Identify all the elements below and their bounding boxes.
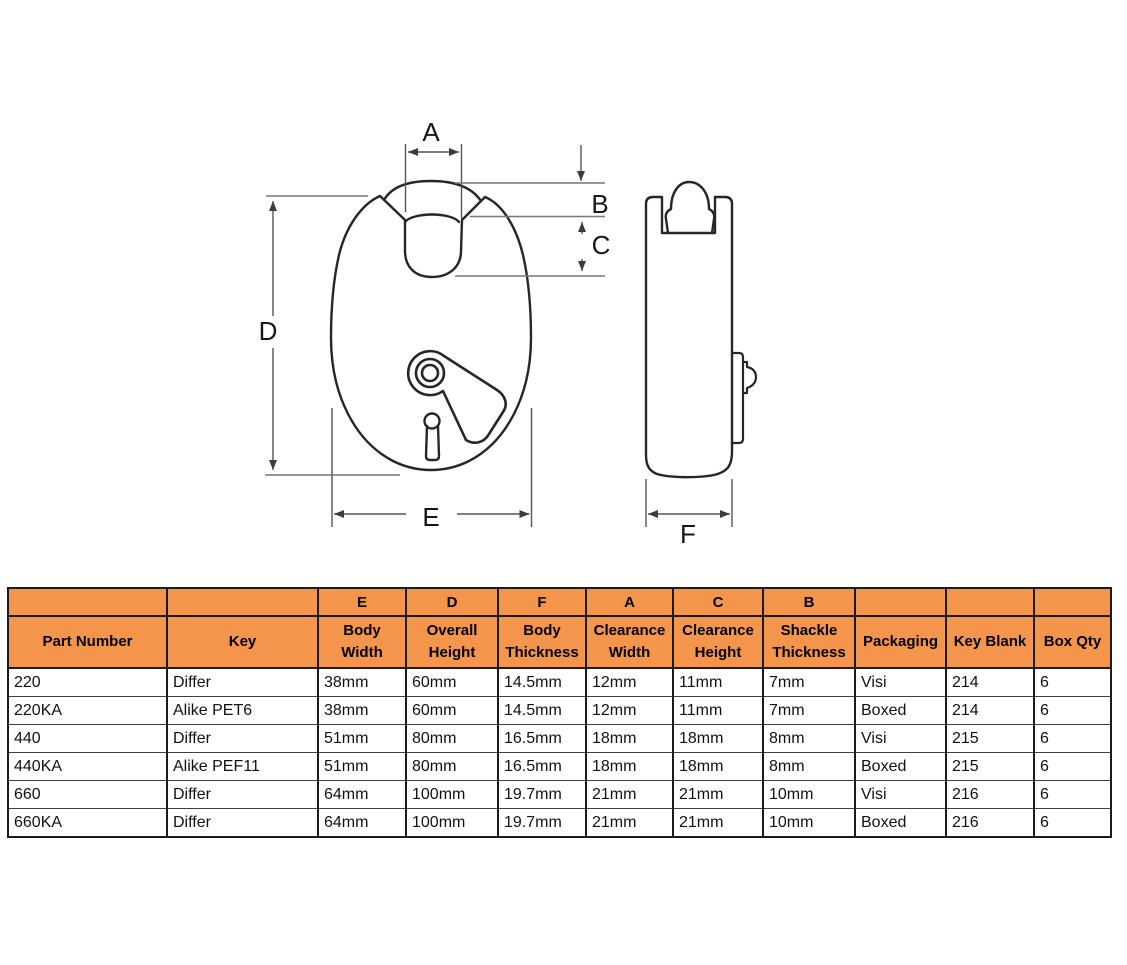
header-cell: Key Blank [946,616,1034,668]
spec-table [7,587,1112,838]
data-cell: Differ [167,809,318,838]
data-cell: 19.7mm [498,781,586,809]
data-cell: Differ [167,781,318,809]
data-cell: 100mm [406,809,498,838]
cover-pivot-outer-ring [416,359,444,387]
data-cell: 440 [8,725,167,753]
header-cell: Body Thickness [498,616,586,668]
letter-cell: A [586,588,673,616]
data-cell: 215 [946,725,1034,753]
data-cell: 8mm [763,753,855,781]
data-cell: 10mm [763,809,855,838]
data-cell: 21mm [673,809,763,838]
data-cell: 660KA [8,809,167,838]
data-cell: 51mm [318,725,406,753]
data-cell: 100mm [406,781,498,809]
header-cell: Packaging [855,616,946,668]
label-e: E [422,502,440,532]
data-cell: 21mm [586,781,673,809]
label-f: F [680,519,696,549]
data-cell: 11mm [673,668,763,697]
side-body-outline [646,197,732,477]
data-cell: Visi [855,725,946,753]
data-cell: Differ [167,725,318,753]
keyhole-stem [426,426,439,460]
data-cell: Alike PET6 [167,697,318,725]
data-cell: 10mm [763,781,855,809]
data-cell: 6 [1034,753,1111,781]
dimension-letter-row [8,588,1111,616]
letter-cell: E [318,588,406,616]
data-cell: 12mm [586,697,673,725]
letter-cell: D [406,588,498,616]
data-cell: 7mm [763,697,855,725]
data-cell: 660 [8,781,167,809]
letter-cell [1034,588,1111,616]
data-cell: Boxed [855,753,946,781]
data-cell: 440KA [8,753,167,781]
data-cell: 220KA [8,697,167,725]
data-cell: Alike PEF11 [167,753,318,781]
data-cell: Visi [855,781,946,809]
side-view [646,182,756,477]
data-cell: 18mm [673,725,763,753]
data-cell: Differ [167,668,318,697]
table-row [8,781,1111,809]
header-cell: Overall Height [406,616,498,668]
data-cell: 38mm [318,668,406,697]
column-header-row [8,616,1111,668]
label-a: A [422,117,440,147]
data-cell: Visi [855,668,946,697]
data-cell: 6 [1034,668,1111,697]
header-cell: Clearance Height [673,616,763,668]
header-cell: Shackle Thickness [763,616,855,668]
data-cell: 18mm [673,753,763,781]
data-cell: 216 [946,809,1034,838]
shackle-outer-arc [384,181,481,201]
letter-cell: C [673,588,763,616]
data-cell: 16.5mm [498,753,586,781]
data-cell: 80mm [406,753,498,781]
data-cell: 14.5mm [498,697,586,725]
data-cell: 64mm [318,781,406,809]
letter-cell [946,588,1034,616]
letter-cell [8,588,167,616]
data-cell: 6 [1034,809,1111,838]
header-cell: Clearance Width [586,616,673,668]
data-cell: 18mm [586,753,673,781]
data-cell: 21mm [586,809,673,838]
table-row [8,697,1111,725]
label-b: B [591,189,609,219]
label-d: D [258,316,278,346]
spec-table-body [8,668,1111,837]
header-cell: Part Number [8,616,167,668]
data-cell: 38mm [318,697,406,725]
letter-cell: B [763,588,855,616]
table-row [8,668,1111,697]
data-cell: 18mm [586,725,673,753]
data-cell: 14.5mm [498,668,586,697]
data-cell: 214 [946,668,1034,697]
side-cover-knob [743,362,756,393]
data-cell: 11mm [673,697,763,725]
label-c: C [591,230,611,260]
header-cell: Box Qty [1034,616,1111,668]
shackle-inner-arc [405,215,459,223]
letter-cell [167,588,318,616]
table-row [8,809,1111,838]
keyhole-cover-plate [408,351,505,443]
data-cell: 60mm [406,697,498,725]
letter-cell [855,588,946,616]
data-cell: 64mm [318,809,406,838]
data-cell: 6 [1034,781,1111,809]
header-cell: Body Width [318,616,406,668]
cover-pivot-inner-ring [422,365,438,381]
data-cell: 215 [946,753,1034,781]
data-cell: 21mm [673,781,763,809]
data-cell: 80mm [406,725,498,753]
letter-cell: F [498,588,586,616]
data-cell: 12mm [586,668,673,697]
data-cell: Boxed [855,697,946,725]
table-row [8,753,1111,781]
table-row [8,725,1111,753]
side-cover-plate [732,353,743,443]
data-cell: 51mm [318,753,406,781]
data-cell: 220 [8,668,167,697]
dimension-labels [259,117,696,549]
header-cell: Key [167,616,318,668]
data-cell: 16.5mm [498,725,586,753]
data-cell: 8mm [763,725,855,753]
data-cell: 7mm [763,668,855,697]
side-shackle-bell [666,182,715,233]
data-cell: 6 [1034,697,1111,725]
data-cell: Boxed [855,809,946,838]
data-cell: 214 [946,697,1034,725]
data-cell: 216 [946,781,1034,809]
data-cell: 60mm [406,668,498,697]
front-view [331,181,531,470]
data-cell: 19.7mm [498,809,586,838]
data-cell: 6 [1034,725,1111,753]
